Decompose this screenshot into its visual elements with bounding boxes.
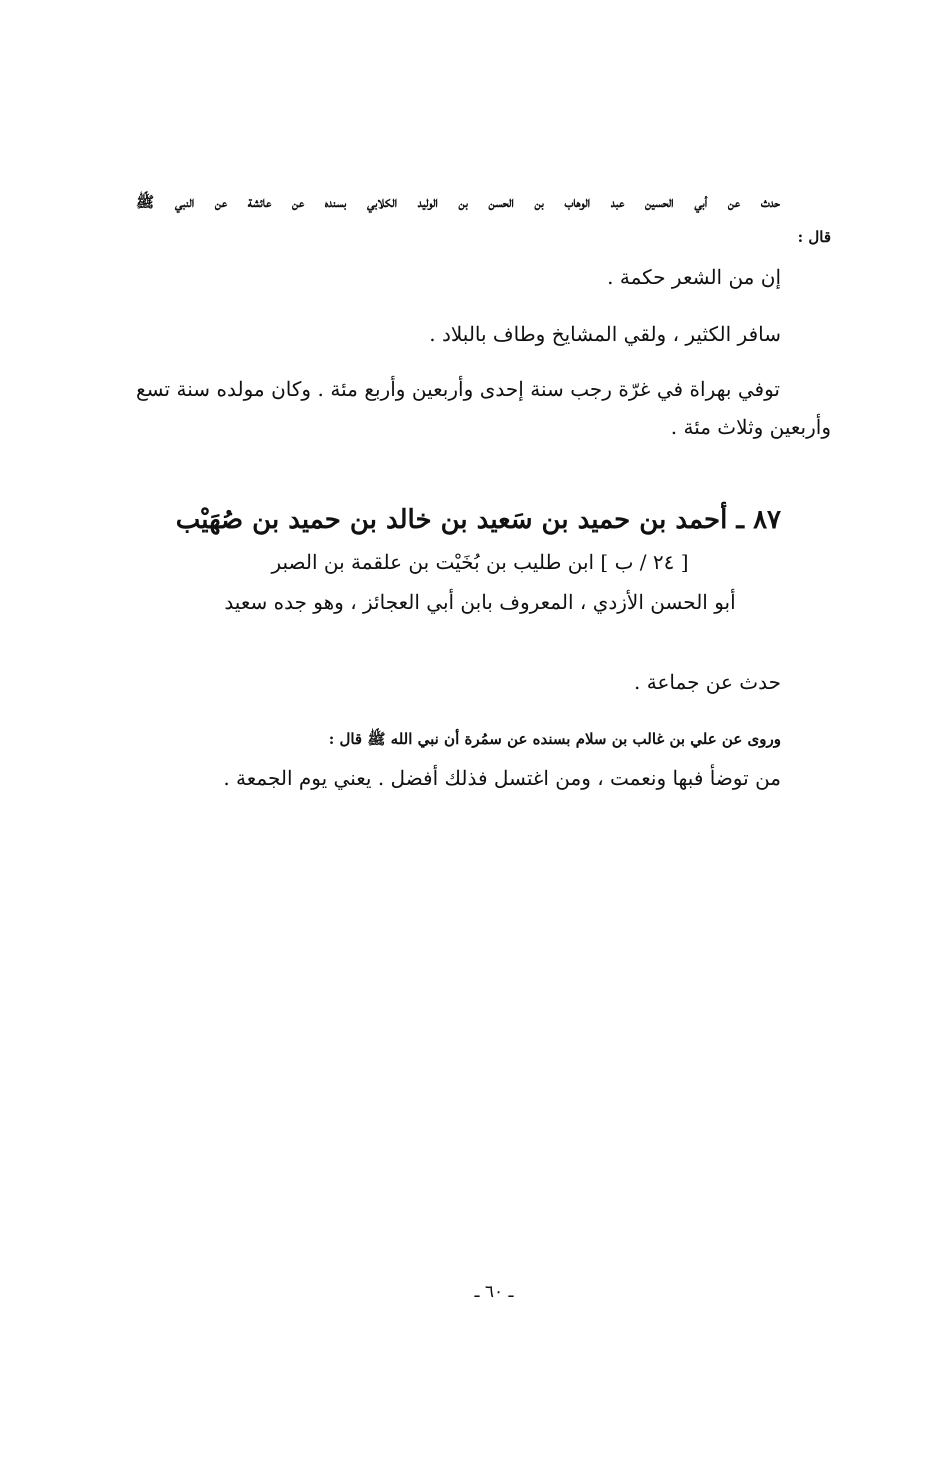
hadith-text: إن من الشعر حكمة . — [607, 265, 781, 289]
hadith-intro-line-2: قال : — [797, 228, 831, 246]
entry-lineage: [ ٢٤ / ب ] ابن طليب بن بُخَيْت بن علقمة بن الصبر — [271, 550, 689, 574]
entry-heading: ٨٧ ـ أحمد بن حميد بن سَعيد بن خالد بن حميد بن صُهَيْب — [175, 505, 781, 535]
entry-hadith: من توضأ فبها ونعمت ، ومن اغتسل فذلك أفضل . يعني يوم الجمعة . — [223, 766, 781, 790]
entry-narrated: حدث عن جماعة . — [634, 670, 781, 694]
death-line-2: وأربعين وثلاث مئة . — [670, 415, 831, 439]
hadith-intro-line-1: حدث عن أبي الحسين عبد الوهاب بن الحسن بن الوليد الكلابي بسنده عن عائشة عن النبي ﷺ — [136, 193, 780, 211]
entry-kunya: أبو الحسن الأزدي ، المعروف بابن أبي العجائز ، وهو جده سعيد — [224, 590, 736, 614]
death-line-1: توفي بهراة في غرّة رجب سنة إحدى وأربعين وأربع مئة . وكان مولده سنة تسع — [136, 377, 780, 401]
page-number: ـ ٦٠ ـ — [474, 1282, 514, 1302]
travel-text: سافر الكثير ، ولقي المشايخ وطاف بالبلاد . — [429, 322, 781, 346]
entry-chain: وروى عن علي بن غالب بن سلام بسنده عن سمُرة أن نبي الله ﷺ قال : — [328, 730, 781, 748]
